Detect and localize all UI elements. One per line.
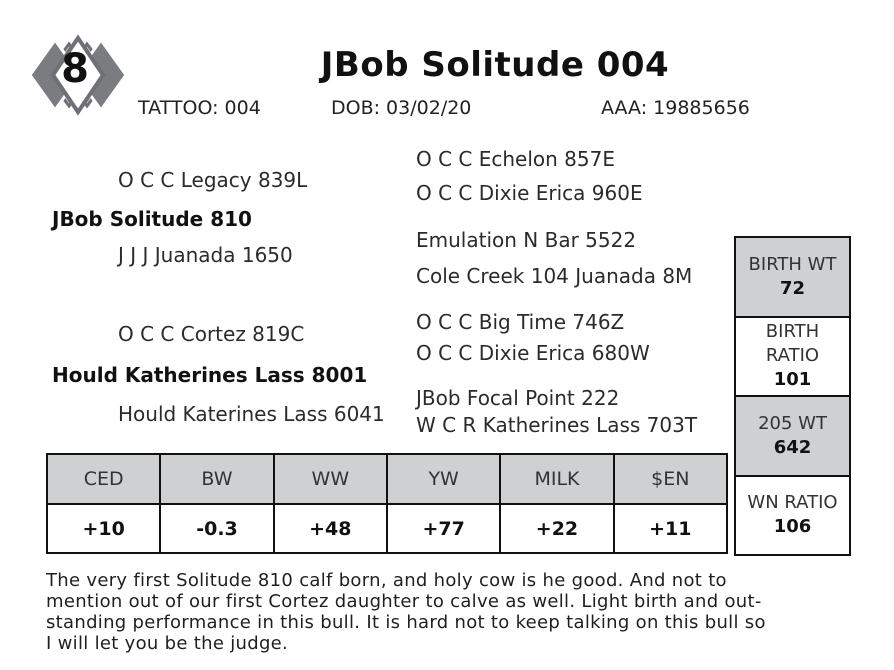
epd-column [48, 455, 161, 552]
dob-label: DOB: 03/02/20 [331, 97, 472, 119]
sire-dam: J J J Juanada 1650 [118, 243, 293, 267]
dam-sire: O C C Cortez 819C [118, 322, 305, 346]
epd-header-yw: YW [388, 455, 499, 505]
sire: JBob Solitude 810 [52, 207, 252, 231]
weight-205-value: 642 [773, 436, 812, 458]
weight-205-label: 205 WT [758, 412, 827, 434]
sire-sire-sire: O C C Echelon 857E [416, 147, 615, 171]
performance-box [734, 236, 851, 556]
weaning-ratio-label: WN RATIO [747, 492, 838, 514]
birth-ratio-label: RATIO [765, 345, 820, 367]
epd-header-en: $EN [615, 455, 726, 505]
epd-column [275, 455, 388, 552]
epd-value-milk: +22 [535, 517, 579, 540]
epd-value-ced: +10 [82, 517, 125, 540]
dam-sire-dam: O C C Dixie Erica 680W [416, 341, 650, 365]
dam-dam-sire: JBob Focal Point 222 [416, 386, 620, 410]
description-line: standing performance in this bull. It is hard not to keep talking on this bull so [46, 612, 766, 633]
sire-sire: O C C Legacy 839L [118, 168, 308, 192]
aaa-number: AAA: 19885656 [601, 97, 750, 119]
description-line: The very first Solitude 810 calf born, and holy cow is he good. And not to [46, 570, 727, 591]
sire-dam-dam: Cole Creek 104 Juanada 8M [416, 264, 693, 288]
birth-weight-cell [736, 238, 849, 318]
epd-column [388, 455, 501, 552]
epd-value-yw: +77 [422, 517, 465, 540]
epd-table [46, 453, 728, 554]
dam-dam-dam: W C R Katherines Lass 703T [416, 413, 698, 437]
weaning-ratio-cell [736, 477, 849, 555]
lot-description [46, 570, 866, 654]
epd-header-ced: CED [48, 455, 159, 505]
dam-dam: Hould Katerines Lass 6041 [118, 402, 385, 426]
description-line: I will let you be the judge. [46, 633, 289, 654]
dam-sire-sire: O C C Big Time 746Z [416, 310, 625, 334]
birth-weight-value: 72 [779, 277, 806, 299]
epd-header-ww: WW [275, 455, 386, 505]
sire-dam-sire: Emulation N Bar 5522 [416, 228, 637, 252]
epd-column [501, 455, 614, 552]
birth-ratio-cell [736, 318, 849, 398]
description-line: mention out of our first Cortez daughter to calve as well. Light birth and out- [46, 591, 762, 612]
sire-sire-dam: O C C Dixie Erica 960E [416, 181, 643, 205]
birth-ratio-value: 101 [773, 369, 812, 391]
epd-column [161, 455, 274, 552]
epd-value-bw: -0.3 [196, 517, 238, 540]
tattoo-label: TATTOO: 004 [138, 97, 261, 119]
weaning-ratio-value: 106 [773, 516, 812, 538]
birth-weight-label: BIRTH WT [748, 253, 837, 275]
epd-header-milk: MILK [501, 455, 612, 505]
epd-column [615, 455, 726, 552]
dam: Hould Katherines Lass 8001 [52, 363, 368, 387]
weight-205-cell [736, 397, 849, 477]
animal-title: JBob Solitude 004 [320, 45, 670, 85]
lot-number: 8 [61, 46, 89, 92]
epd-value-en: +11 [649, 517, 692, 540]
epd-header-bw: BW [161, 455, 272, 505]
birth-ratio-label: BIRTH [765, 321, 820, 343]
epd-value-ww: +48 [309, 517, 352, 540]
